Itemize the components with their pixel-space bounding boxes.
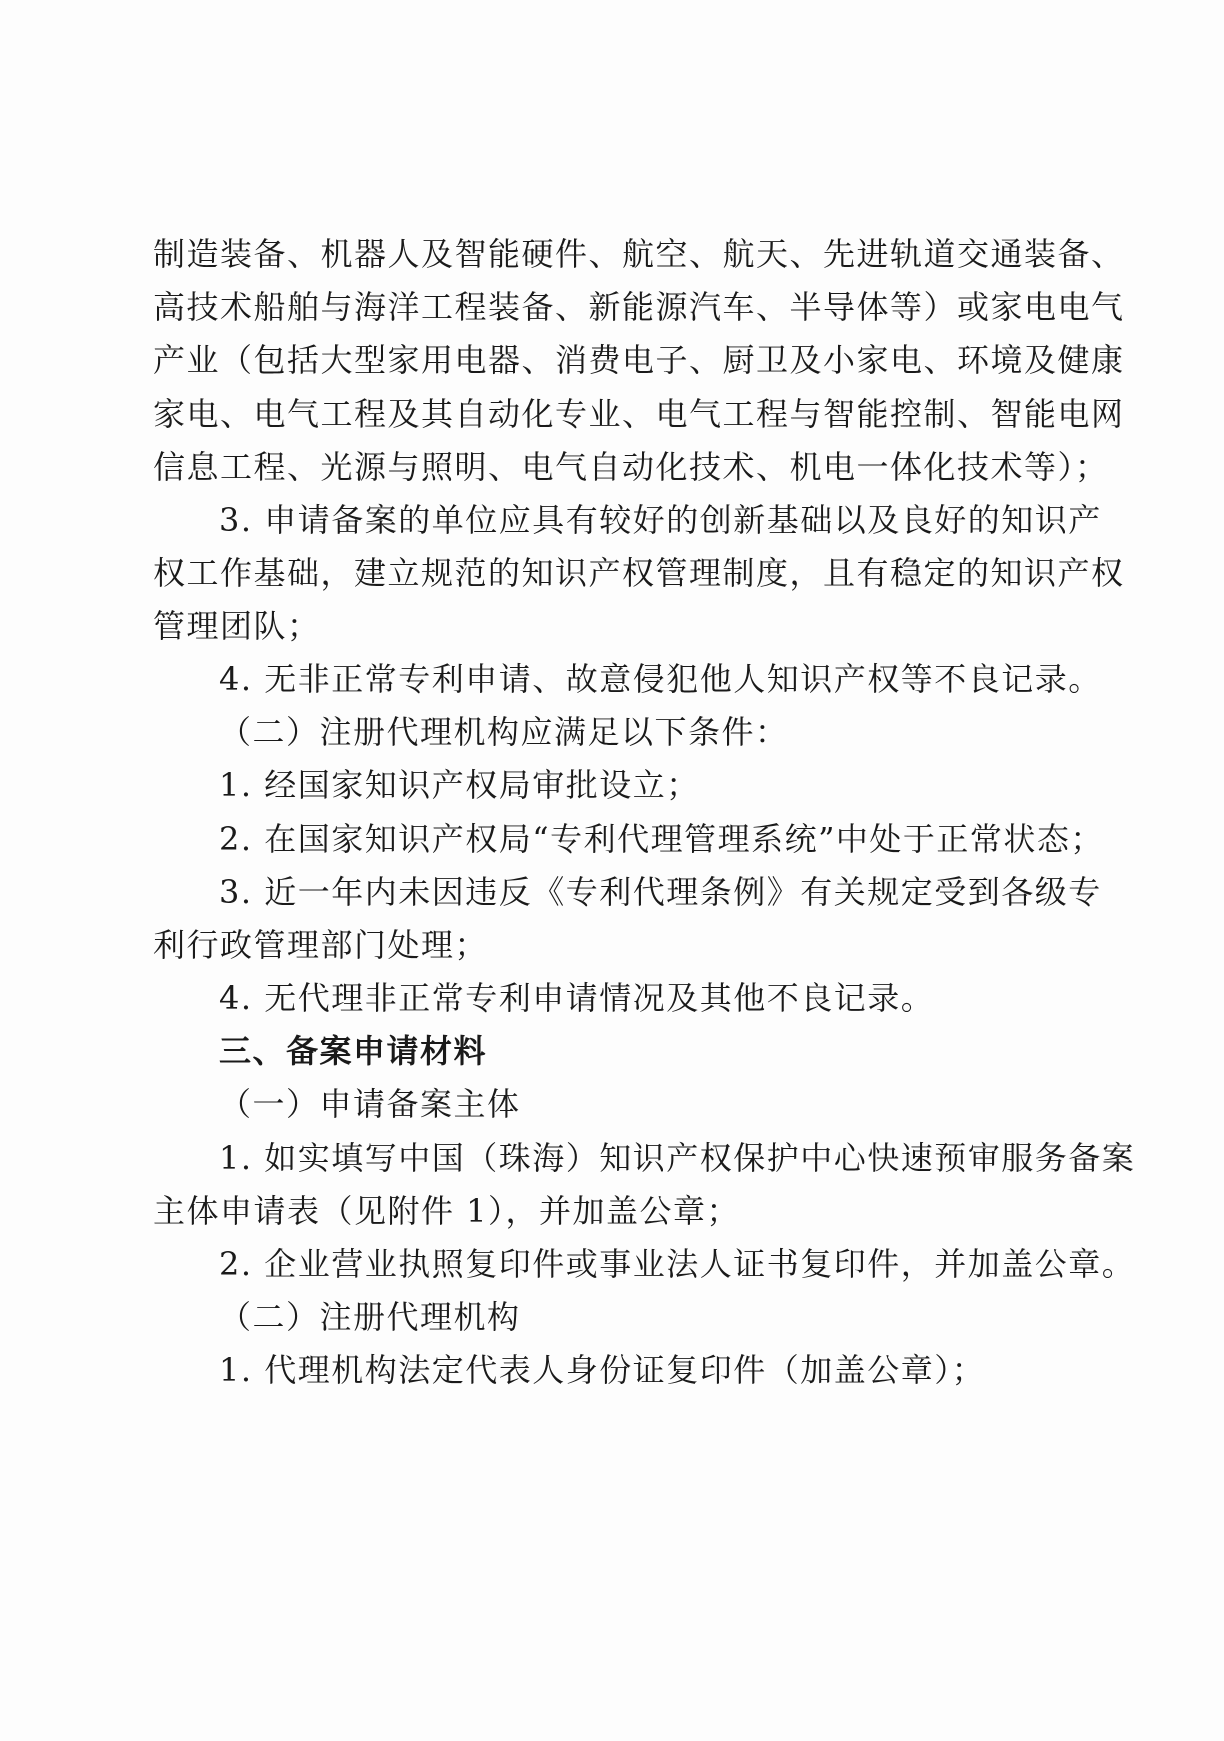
body-line: 管理团队； xyxy=(153,607,321,645)
body-line: 1. 代理机构法定代表人身份证复印件（加盖公章）； xyxy=(219,1351,986,1389)
body-line: 信息工程、光源与照明、电气自动化技术、机电一体化技术等）； xyxy=(153,448,1109,486)
body-line: 高技术船舶与海洋工程装备、新能源汽车、半导体等）或家电电气 xyxy=(153,288,1125,326)
subsection-heading: （二）注册代理机构 xyxy=(219,1298,521,1336)
body-line: 利行政管理部门处理； xyxy=(153,926,489,964)
body-line: 产业（包括大型家用电器、消费电子、厨卫及小家电、环境及健康 xyxy=(153,341,1125,379)
body-line: 1. 经国家知识产权局审批设立； xyxy=(219,766,700,804)
body-line: 权工作基础，建立规范的知识产权管理制度，且有稳定的知识产权 xyxy=(153,554,1125,592)
body-line: 1. 如实填写中国（珠海）知识产权保护中心快速预审服务备案 xyxy=(219,1139,1136,1177)
body-line: 4. 无非正常专利申请、故意侵犯他人知识产权等不良记录。 xyxy=(219,660,1102,698)
body-line: 4. 无代理非正常专利申请情况及其他不良记录。 xyxy=(219,979,935,1017)
body-line: 主体申请表（见附件 1），并加盖公章； xyxy=(153,1192,741,1230)
body-line: 家电、电气工程及其自动化专业、电气工程与智能控制、智能电网 xyxy=(153,395,1125,433)
section-heading: 三、备案申请材料 xyxy=(219,1032,488,1070)
body-line: 2. 在国家知识产权局“专利代理管理系统”中处于正常状态； xyxy=(219,820,1104,858)
body-line: 3. 近一年内未因违反《专利代理条例》有关规定受到各级专 xyxy=(219,873,1102,911)
body-line: 3. 申请备案的单位应具有较好的创新基础以及良好的知识产 xyxy=(219,501,1102,539)
body-line: 制造装备、机器人及智能硬件、航空、航天、先进轨道交通装备、 xyxy=(153,235,1125,273)
subsection-heading: （二）注册代理机构应满足以下条件： xyxy=(219,713,789,751)
subsection-heading: （一）申请备案主体 xyxy=(219,1085,521,1123)
body-line: 2. 企业营业执照复印件或事业法人证书复印件，并加盖公章。 xyxy=(219,1245,1136,1283)
